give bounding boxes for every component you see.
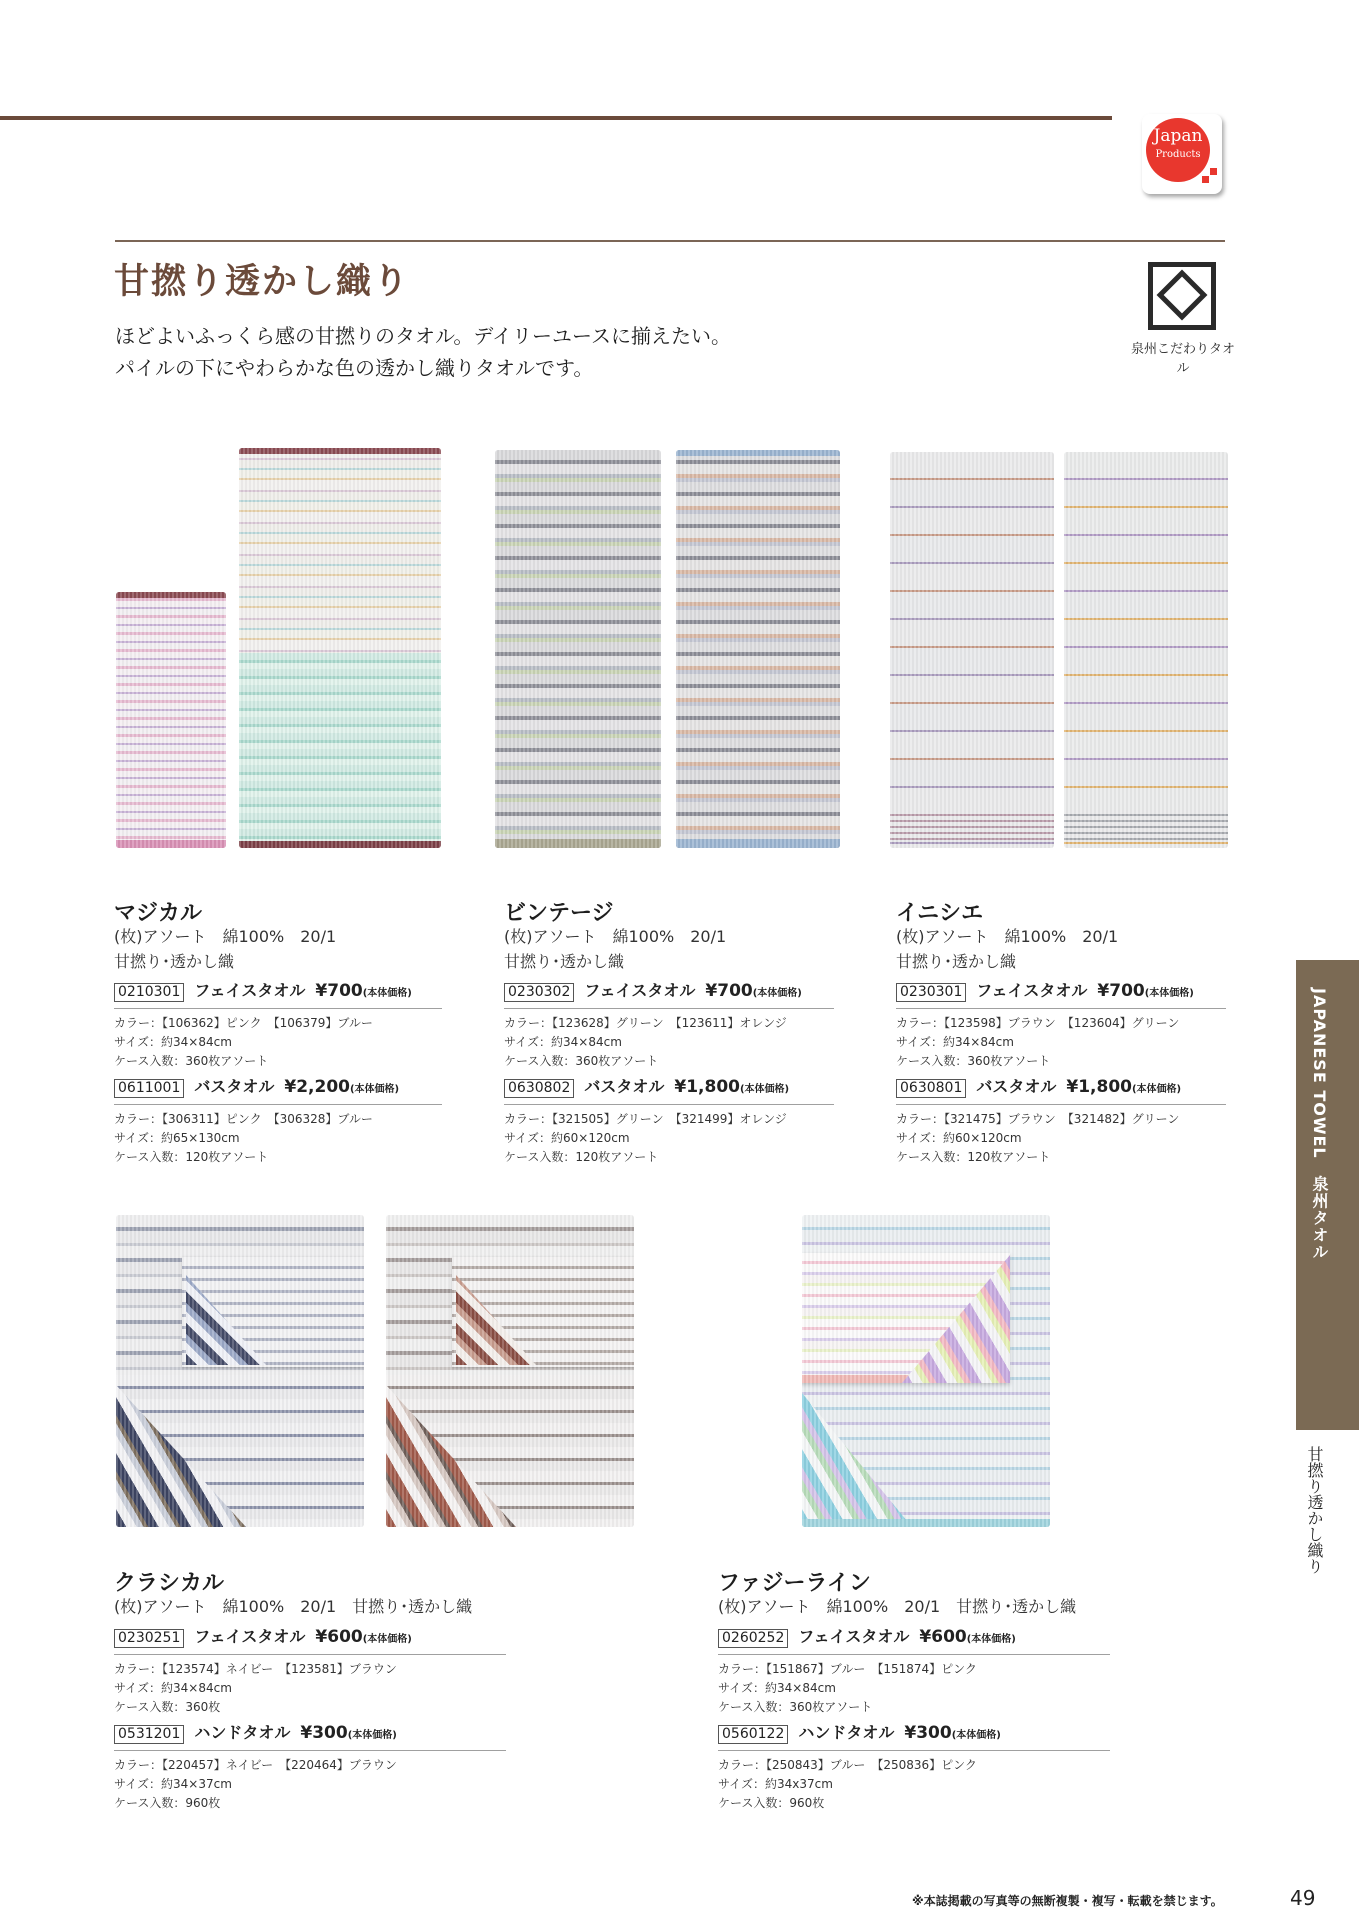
senshu-brand-logo [1128, 262, 1238, 376]
item-type: バスタオル [194, 1077, 275, 1096]
item-code: 0230301 [896, 983, 966, 1002]
product-spec-classical: (枚)アソート 綿100% 20/1 甘撚り･透かし織 [114, 1597, 473, 1616]
item-price: ¥700 [705, 981, 753, 1001]
fuzzy-line-towels-image [802, 1215, 1050, 1527]
classical-navy-towels-image [116, 1215, 364, 1527]
item-tax-note: (本体価格) [347, 1730, 397, 1741]
item-price: ¥2,200 [284, 1077, 350, 1097]
item-price: ¥600 [919, 1627, 967, 1647]
magical-face-towel-line [114, 978, 442, 1009]
item-price: ¥300 [300, 1723, 348, 1743]
item-price: ¥1,800 [1066, 1077, 1132, 1097]
vintage-bath-towel-details: カラー：【321505】グリーン 【321499】オレンジ サイズ：約60×120cm ケース入数：120枚アソート [504, 1112, 787, 1164]
side-section-label: 甘撚り透かし織り [1305, 1446, 1324, 1574]
item-tax-note: (本体価格) [362, 988, 412, 999]
product-spec-inishie: (枚)アソート 綿100% 20/1 甘撚り･透かし織 [896, 927, 1119, 971]
product-name-magical: マジカル [114, 901, 203, 926]
section-title: 甘撚り透かし織り [114, 261, 411, 302]
classical-face-towel-line [114, 1624, 506, 1655]
item-price: ¥700 [1097, 981, 1145, 1001]
item-type: フェイスタオル [194, 981, 306, 1000]
item-tax-note: (本体価格) [752, 988, 802, 999]
product-spec-vintage: (枚)アソート 綿100% 20/1 甘撚り･透かし織 [504, 927, 727, 971]
classical-hand-towel-details: カラー：【220457】ネイビー 【220464】ブラウン サイズ：約34×37cm ケース入数：960枚 [114, 1758, 397, 1810]
product-spec-fuzzy-line: (枚)アソート 綿100% 20/1 甘撚り･透かし織 [718, 1597, 1077, 1616]
item-tax-note: (本体価格) [966, 1634, 1016, 1645]
intro-line-1: ほどよいふっくら感の甘撚りのタオル。デイリーユースに揃えたい。 [115, 324, 731, 348]
classical-hand-towel-line [114, 1720, 506, 1751]
fuzzy-line-hand-towel-details: カラー：【250843】ブルー 【250836】ピンク サイズ：約34x37cm ケース入数：960枚 [718, 1758, 977, 1810]
item-type: フェイスタオル [194, 1627, 306, 1646]
vintage-towel-green-image [495, 450, 661, 848]
item-type: フェイスタオル [798, 1627, 910, 1646]
classical-face-towel-details: カラー：【123574】ネイビー 【123581】ブラウン サイズ：約34×84cm ケース入数：360枚 [114, 1662, 397, 1714]
inishie-bath-towel-line [896, 1074, 1226, 1105]
item-type: フェイスタオル [976, 981, 1088, 1000]
badge-line2: Products [1155, 149, 1201, 160]
vintage-face-towel-details: カラー：【123628】グリーン 【123611】オレンジ サイズ：約34×84cm ケース入数：360枚アソート [504, 1016, 787, 1068]
item-code: 0630801 [896, 1079, 966, 1098]
item-type: ハンドタオル [798, 1723, 895, 1742]
item-code: 0611001 [114, 1079, 184, 1098]
page-number: 49 [1290, 1886, 1316, 1910]
item-type: バスタオル [584, 1077, 665, 1096]
item-tax-note: (本体価格) [1144, 988, 1194, 999]
side-index-label: JAPANESE TOWEL 泉州タオル [1310, 988, 1329, 1261]
item-price: ¥600 [315, 1627, 363, 1647]
product-name-vintage: ビンテージ [504, 901, 614, 926]
inishie-face-towel-line [896, 978, 1226, 1009]
item-tax-note: (本体価格) [349, 1084, 400, 1095]
vintage-bath-towel-line [504, 1074, 834, 1105]
inishie-bath-towel-details: カラー：【321475】ブラウン 【321482】グリーン サイズ：約60×120cm ケース入数：120枚アソート [896, 1112, 1180, 1164]
top-rule [0, 116, 1112, 120]
item-code: 0260252 [718, 1629, 788, 1648]
badge-line1: Japan [1153, 126, 1203, 146]
item-code: 0230251 [114, 1629, 184, 1648]
brand-logo-text: 泉州こだわりタオル [1130, 342, 1235, 376]
vintage-face-towel-line [504, 978, 834, 1009]
item-code: 0630802 [504, 1079, 574, 1098]
copyright-note: ※本誌掲載の写真等の無断複製・複写・転載を禁じます。 [912, 1894, 1223, 1908]
item-tax-note: (本体価格) [739, 1084, 790, 1095]
item-code: 0560122 [718, 1725, 788, 1744]
item-tax-note: (本体価格) [362, 1634, 412, 1645]
inishie-face-towel-details: カラー：【123598】ブラウン 【123604】グリーン サイズ：約34×84cm ケース入数：360枚アソート [896, 1016, 1180, 1068]
magical-face-towel-details: カラー：【106362】ピンク 【106379】ブルー サイズ：約34×84cm ケース入数：360枚アソート [114, 1016, 373, 1068]
vintage-towel-orange-image [676, 450, 840, 848]
magical-bath-towel-image [239, 448, 441, 848]
fuzzy-line-hand-towel-line [718, 1720, 1110, 1751]
intro-line-2: パイルの下にやわらかな色の透かし織りタオルです。 [115, 356, 594, 380]
item-type: フェイスタオル [584, 981, 696, 1000]
item-code: 0230302 [504, 983, 574, 1002]
product-name-classical: クラシカル [114, 1571, 225, 1596]
section-intro [115, 320, 731, 384]
item-tax-note: (本体価格) [951, 1730, 1001, 1741]
classical-brown-towels-image [386, 1215, 634, 1527]
product-name-fuzzy-line: ファジーライン [718, 1571, 871, 1596]
product-spec-magical: (枚)アソート 綿100% 20/1 甘撚り･透かし織 [114, 927, 337, 971]
item-price: ¥1,800 [674, 1077, 740, 1097]
item-type: バスタオル [976, 1077, 1057, 1096]
item-code: 0210301 [114, 983, 184, 1002]
product-name-inishie: イニシエ [896, 901, 984, 926]
item-tax-note: (本体価格) [1131, 1084, 1182, 1095]
item-code: 0531201 [114, 1725, 184, 1744]
item-price: ¥700 [315, 981, 363, 1001]
item-price: ¥300 [904, 1723, 952, 1743]
inishie-towel-green-image [1064, 452, 1228, 848]
fuzzy-line-face-towel-details: カラー：【151867】ブルー 【151874】ピンク サイズ：約34×84cm ケース入数：360枚アソート [718, 1662, 977, 1714]
inishie-towel-brown-image [890, 452, 1054, 848]
magical-bath-towel-details: カラー：【306311】ピンク 【306328】ブルー サイズ：約65×130cm ケース入数：120枚アソート [114, 1112, 373, 1164]
magical-bath-towel-line [114, 1074, 442, 1105]
item-type: ハンドタオル [194, 1723, 291, 1742]
japan-products-badge [1142, 114, 1222, 194]
fuzzy-line-face-towel-line [718, 1624, 1110, 1655]
magical-face-towel-image [116, 592, 226, 848]
section-rule [115, 240, 1225, 242]
